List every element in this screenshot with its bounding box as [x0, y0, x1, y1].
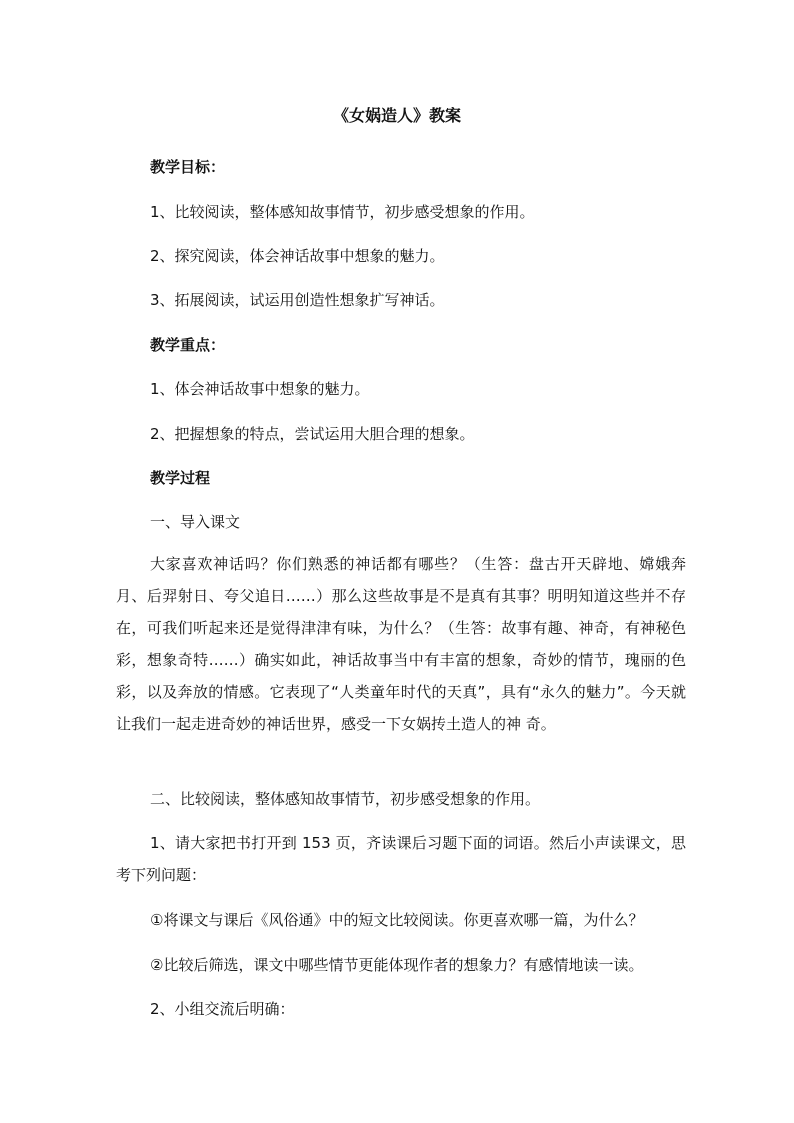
question-item-1: ①将课文与课后《风俗通》中的短文比较阅读。你更喜欢哪一篇，为什么？: [150, 911, 644, 929]
key-points-heading: 教学重点：: [150, 336, 226, 354]
step2-heading: 2、小组交流后明确：: [150, 1000, 295, 1018]
key-point-item-1: 1、体会神话故事中想象的魅力。: [150, 380, 370, 398]
objective-item-3: 3、拓展阅读，试运用创造性想象扩写神话。: [150, 291, 445, 309]
key-point-item-2: 2、把握想象的特点，尝试运用大胆合理的想象。: [150, 425, 475, 443]
objectives-heading: 教学目标：: [150, 158, 226, 176]
step1-paragraph: 1、请大家把书打开到 153 页，齐读课后习题下面的词语。然后小声读课文，思考下列问题：: [116, 834, 686, 884]
section2-heading: 二、比较阅读，整体感知故事情节，初步感受想象的作用。: [150, 790, 541, 808]
objective-item-2: 2、探究阅读，体会神话故事中想象的魅力。: [150, 247, 445, 265]
document-title: 《女娲造人》教案: [332, 106, 461, 125]
section1-heading: 一、导入课文: [150, 513, 241, 531]
question-item-2: ②比较后筛选，课文中哪些情节更能体现作者的想象力？有感情地读一读。: [150, 956, 644, 974]
section1-paragraph: 大家喜欢神话吗？你们熟悉的神话都有哪些？（生答：盘古开天辟地、嫦娥奔月、后羿射日、夸父追日……）那么这些故事是不是真有其事？明明知道这些并不存在，可我们听起来还是觉得津津有味，为什么？（生答：故事有趣、神奇，有神秘色彩，想象奇特……）确实如此，神话故事当中有丰富的想象，奇妙的情节，瑰丽的色彩，以及奔放的情感。它表现了“人类童年时代的天真”，具有“永久的魅力”。今天就让我们一起走进奇妙的神话世界，感受一下女娲抟土造人的神 奇。: [116, 555, 686, 733]
process-heading: 教学过程: [150, 469, 211, 487]
objective-item-1: 1、比较阅读，整体感知故事情节，初步感受想象的作用。: [150, 203, 535, 221]
